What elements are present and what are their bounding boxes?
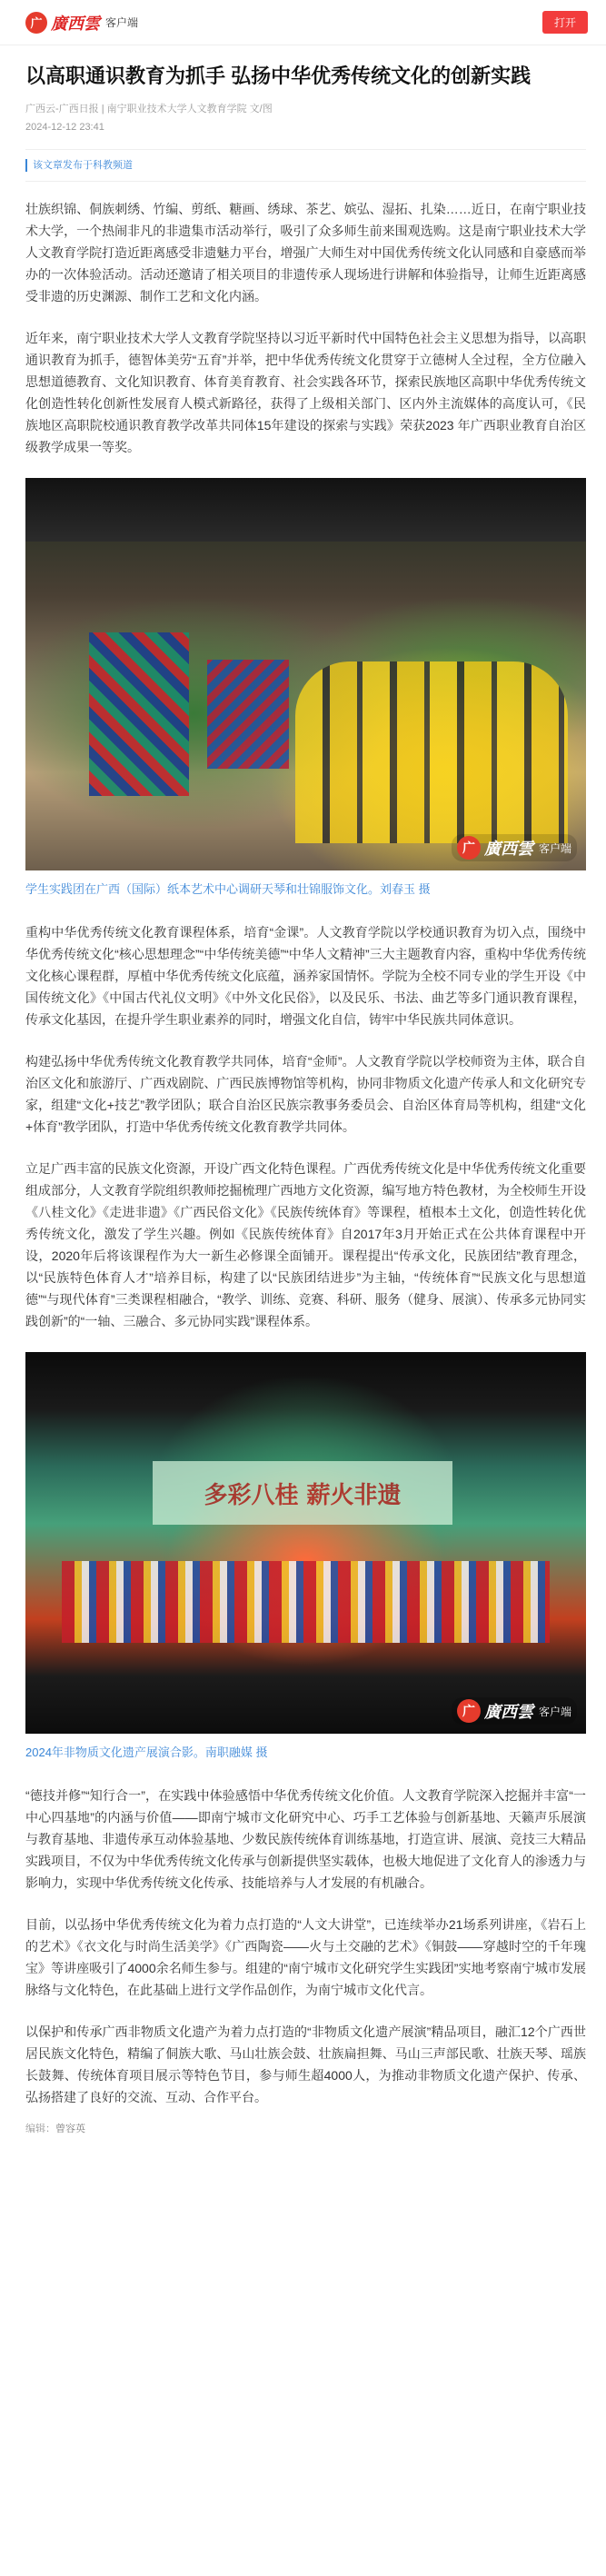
paragraph: 以保护和传承广西非物质文化遗产为着力点打造的“非物质文化遗产展演”精品项目，融汇12个广西世居民族文化特色，精编了侗族大歌、马山壮族会鼓、壮族扁担舞、马山三声部民歌、壮族天琴、瑶族长鼓舞、传统体育项目展示等特色节目，参与师生超4000人，为推动非物质文化遗产保护、传承、弘扬搭建了良好的交流、互动、合作平台。: [25, 2024, 586, 2104]
photo-stage-banner: [153, 1461, 452, 1525]
photo-performers-group: [62, 1561, 550, 1643]
article-timestamp: 2024-12-12 23:41: [25, 122, 104, 133]
photo-watermark: [452, 834, 577, 861]
editor-label: 编辑：: [25, 2123, 55, 2134]
photo-watermark: [452, 1697, 577, 1725]
paragraph: 近年来，南宁职业技术大学人文教育学院坚持以习近平新时代中国特色社会主义思想为指导，以高职通识教育为抓手，德智体美劳“五育”并举，把中华优秀传统文化贯穿于立德树人全过程，全方位融入思想道德教育、文化知识教育、体育美育教育、社会实践各环节，探索民族地区高职中华优秀传统文化创造性转化创新性发展育人模式新路径，获得了上级相关部门、区内外主流媒体的高度认可，《民族地区高职院校通识教育教学改革共同体15年建设的探索与实践》荣获2023 年广西职业教育自治区级教学成果一等奖。: [25, 331, 586, 454]
photo-2-caption: 2024年非物质文化遗产展演合影。南职融媒 摄: [25, 1746, 268, 1759]
editor-credit: [25, 2121, 586, 2135]
brand-logo-icon: 广: [25, 12, 47, 34]
paragraph: 构建弘扬中华优秀传统文化教育教学共同体，培育“金师”。人文教育学院以学校师资为主体，联合自治区文化和旅游厅、广西戏剧院、广西民族博物馆等机构，协同非物质文化遗产传承人和文化研究专家，组建“文化+技艺”教学团队；联合自治区民族宗教事务委员会、自治区体育局等机构，组建“文化+体育”教学团队，打造中华优秀传统文化教育教学共同体。: [25, 1054, 586, 1134]
paragraph: 重构中华优秀传统文化教育课程体系，培育“金课”。人文教育学院以学校通识教育为切入点，围绕中华优秀传统文化“核心思想理念”“中华传统美德”“中华人文精神”三大主题教育内容，重构中华优秀传统文化核心课程群，厚植中华优秀传统文化底蕴，涵养家国情怀。学院为全校不同专业的学生开设《中国传统文化》《中国古代礼仪文明》《中外文化民俗》，以及民乐、书法、曲艺等多门通识教育课程，传承文化基因，在提升学生职业素养的同时，增强文化自信，铸牢中华民族共同体意识。: [25, 925, 586, 1027]
paragraph: “德技并修”“知行合一”，在实践中体验感悟中华优秀传统文化价值。人文教育学院深入挖掘并丰富“一中心四基地”的内涵与价值——即南宁城市文化研究中心、巧手工艺体验与创新基地、天籁声乐展演与教育基地、非遗传承互动体验基地、少数民族传统体育训练基地，打造宣讲、展演、竞技三大精品实践项目，不仅为中华优秀传统文化传承与创新提供坚实载体，也极大地促进了文化育人的渗透力与影响力，实现中华优秀传统文化传承、技能培养与人才发展的有机融合。: [25, 1788, 586, 1890]
brand-logo-group[interactable]: [25, 11, 138, 35]
brand-name: 廣西雲: [51, 14, 100, 34]
channel-tag[interactable]: 该文章发布于科教频道: [25, 159, 586, 172]
article-source: 广西云-广西日报 | 南宁职业技术大学人文教育学院 文/图: [25, 104, 273, 114]
watermark-brand-name: 廣西雲: [483, 840, 533, 859]
photo-brocade-fabric: [89, 632, 189, 796]
top-bar: [0, 0, 606, 45]
photo-students-crowd: [295, 661, 568, 843]
paragraph: 壮族织锦、侗族刺绣、竹编、剪纸、糖画、绣球、茶艺、嫔弘、湿拓、扎染……近日，在南宁职业技术大学，一个热闹非凡的非遗集市活动举行，吸引了众多师生前来围观选购。这是南宁职业技术大学人文教育学院打造近距离感受非遗魅力平台，增强广大师生对中国优秀传统文化认同感和自豪感而举办的一次体验活动。活动还邀请了相关项目的非遗传承人现场进行讲解和体验指导，让师生近距离感受非遗的历史渊源、制作工艺和文化内涵。: [25, 202, 586, 303]
photo-roof-eave: [25, 478, 586, 542]
open-app-button[interactable]: 打开: [542, 11, 588, 34]
summary-section: [25, 149, 586, 172]
article-photo-2[interactable]: [25, 1352, 586, 1734]
editor-name: 曾容英: [55, 2123, 85, 2134]
article-photo-1[interactable]: [25, 478, 586, 870]
photo-1-caption: 学生实践团在广西（国际）纸本艺术中心调研天琴和壮锦服饰文化。刘春玉 摄: [25, 882, 431, 896]
watermark-client-label: 客户端: [538, 841, 571, 855]
watermark-client-label: 客户端: [538, 1705, 571, 1718]
divider: [25, 181, 586, 182]
photo-brocade-fabric: [207, 660, 289, 769]
stage-banner-text: 多彩八桂 薪火非遗: [204, 1481, 402, 1509]
watermark-logo-icon: 广: [457, 1699, 481, 1723]
paragraph: 目前，以弘扬中华优秀传统文化为着力点打造的“人文大讲堂”，已连续举办21场系列讲座，《岩石上的艺术》《衣文化与时尚生活美学》《广西陶瓷——火与土交融的艺术》《铜鼓——穿越时空的千年瑰宝》等讲座吸引了4000余名师生参与。组建的“南宁城市文化研究学生实践团”实地考察南宁城市发展脉络与文化特色，在此基础上进行文学作品创作，为南宁城市文化代言。: [25, 1917, 586, 1997]
article-body: [0, 62, 606, 2135]
watermark-brand-name: 廣西雲: [483, 1703, 533, 1722]
brand-client-label: 客户端: [105, 16, 139, 29]
article-title: 以高职通识教育为抓手 弘扬中华优秀传统文化的创新实践: [25, 65, 531, 87]
paragraph: 立足广西丰富的民族文化资源，开设广西文化特色课程。广西优秀传统文化是中华优秀传统文化重要组成部分，人文教育学院组织教师挖掘梳理广西地方文化资源，编写地方特色教材，为全校师生开设《八桂文化》《走进非遗》《广西民俗文化》《民族传统体育》等课程，植根本土文化，创造性转化优秀传统文化，激发了学生兴趣。例如《民族传统体育》自2017年3月开始正式在公共体育课程中开设，2020年后将该课程作为大一新生必修课全面铺开。课程提出“传承文化，民族团结”教育理念，以“民族特色体育人才”培养目标，构建了以“民族团结进步”为主轴，“传统体育”“民族文化与思想道德”“与现代体育”三类课程相融合，“教学、训练、竞赛、科研、服务（健身、展演）、传承多元协同实践创新”的“一轴、三融合、多元协同实践”课程体系。: [25, 1161, 586, 1328]
watermark-logo-icon: 广: [457, 836, 481, 860]
